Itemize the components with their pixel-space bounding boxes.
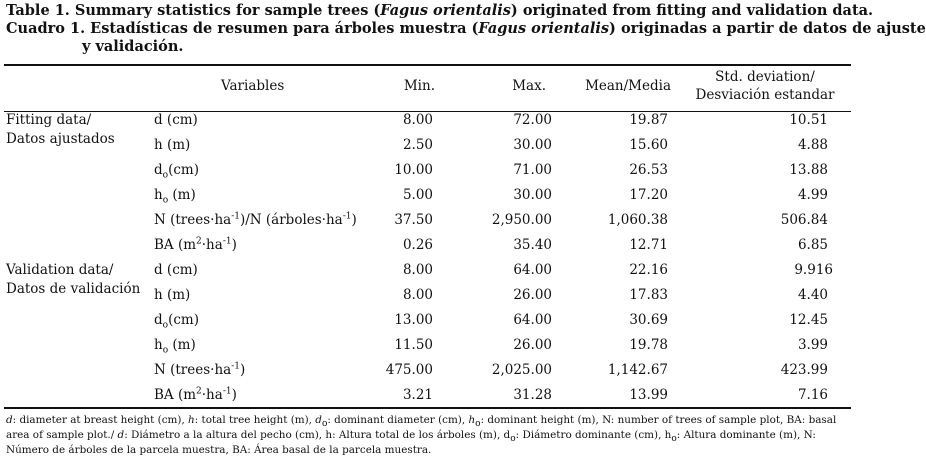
cell-mean: 13.99 [629,387,668,403]
cell-variable [154,186,196,204]
variable-subscript: o [162,170,169,181]
footnote-text: : Diámetro a la altura del pecho (cm), h: Altura total de los árboles (m), d [124,429,511,441]
caption-spanish-suffix: ) originadas a partir de datos de ajuste [609,20,926,37]
group-label-validation-es: Datos de validación [6,281,141,297]
variable-text: N (trees·ha [154,212,232,228]
cell-std-deviation: 6.85 [797,237,828,253]
variable-superscript: -1 [231,361,240,372]
table-row [0,233,855,258]
cell-variable [154,361,245,379]
footnote-subscript: o [321,419,328,430]
cell-mean: 19.78 [629,337,668,353]
cell-mean: 19.87 [629,112,668,128]
cell-variable [154,386,237,404]
cell-variable [154,161,199,179]
variable-subscript: o [162,320,169,331]
footnote-subscript: o [475,419,481,430]
cell-min: 5.00 [402,187,433,203]
variable-superscript: 2 [196,236,202,247]
table-row [0,183,855,208]
table-row [0,308,855,333]
footnote-text: : Diámetro dominante (cm), h [515,429,672,441]
cell-mean: 26.53 [629,162,668,178]
table-caption [6,2,926,56]
cell-std-deviation: 12.45 [789,312,828,328]
cell-min: 37.50 [394,212,433,228]
footnote-text: : diameter at breast height (cm), [12,414,189,426]
variable-unit: (m) [168,187,196,203]
cell-std-deviation: 13.88 [789,162,828,178]
variable-text: ) [231,237,237,253]
table-row [0,158,855,183]
cell-variable [154,336,196,354]
footnote-text: : dominant height (m), N: number of trees of sample plot, BA: basal area of sample plot./ [6,414,837,441]
cell-std-deviation: 423.99 [780,362,828,378]
cell-variable [154,311,199,329]
caption-english-suffix: ) originated from fitting and validation data. [510,2,874,19]
cell-mean: 15.60 [629,137,668,153]
variable-text: BA (m [154,237,197,253]
variable-superscript: -1 [342,211,352,222]
caption-spanish-prefix: Cuadro 1. Estadísticas de resumen para árboles muestra ( [6,20,479,37]
footnote-text: : dominant diameter (cm), [327,414,469,426]
cell-variable [154,236,237,254]
table-row [0,208,855,233]
variable-symbol: h [154,337,163,353]
cell-max: 35.40 [513,237,552,253]
cell-max: 64.00 [513,262,552,278]
cell-variable: d (cm) [154,262,198,278]
cell-max: 72.00 [513,112,552,128]
caption-spanish-species: Fagus orientalis [478,20,610,37]
cell-max: 30.00 [513,137,552,153]
cell-max: 2,025.00 [491,362,552,378]
header-min: Min. [403,78,435,94]
variable-superscript: -1 [231,211,240,222]
cell-variable: d (cm) [154,112,198,128]
footnote-symbol: d [117,429,125,441]
cell-max: 71.00 [513,162,552,178]
cell-variable: h (m) [154,137,191,153]
cell-std-deviation: 4.40 [797,287,828,303]
cell-std-deviation: 9.916 [794,262,833,278]
footnote-symbol: h [188,414,195,426]
cell-std-deviation: 10.51 [789,112,828,128]
table-row [0,333,855,358]
cell-max: 31.28 [513,387,552,403]
variable-text: ) [231,387,237,403]
header-std-deviation-es: Desviación estandar [695,87,835,103]
table-row [0,383,855,408]
group-label-fitting-en: Fitting data/ [6,112,92,128]
cell-min: 8.00 [402,112,433,128]
variable-text: BA (m [154,387,197,403]
variable-superscript: -1 [222,236,232,247]
cell-min: 8.00 [402,262,433,278]
variable-text: ) [351,212,357,228]
cell-min: 10.00 [394,162,433,178]
header-std-deviation [690,68,840,104]
cell-mean: 1,142.67 [607,362,668,378]
table-row [0,133,855,158]
cell-mean: 30.69 [629,312,668,328]
variable-subscript: o [162,195,169,206]
caption-spanish-continuation: y validación. [82,38,184,55]
table-row [0,358,855,383]
header-mean: Mean/Media [585,78,671,94]
footnote-symbol: d [315,414,322,426]
variable-superscript: -1 [222,386,232,397]
variable-text: ·ha [201,237,223,253]
variable-unit: (m) [168,337,196,353]
cell-min: 11.50 [394,337,433,353]
cell-max: 64.00 [513,312,552,328]
variable-symbol: h [154,187,163,203]
cell-min: 8.00 [402,287,433,303]
cell-min: 2.50 [402,137,433,153]
table-row [0,108,855,133]
cell-mean: 1,060.38 [607,212,668,228]
cell-max: 26.00 [513,337,552,353]
variable-symbol: d [154,162,163,178]
footnote-text: : Altura dominante (m), N: Número de árboles de la parcela muestra, BA: Área basal de la parcela muestra. [6,429,816,456]
cell-std-deviation: 506.84 [780,212,828,228]
variable-text: N (trees·ha [154,362,232,378]
variable-text: ·ha [201,387,223,403]
header-variables: Variables [221,78,285,94]
variable-text: ) [239,362,246,378]
cell-max: 26.00 [513,287,552,303]
cell-mean: 17.20 [629,187,668,203]
group-label-validation-en: Validation data/ [6,262,114,278]
cell-mean: 12.71 [629,237,668,253]
variable-unit: (cm) [168,312,199,328]
header-std-deviation-en: Std. deviation/ [715,69,815,85]
table-footnote [6,413,849,458]
cell-min: 0.26 [402,237,433,253]
variable-unit: (cm) [168,162,199,178]
cell-std-deviation: 4.88 [797,137,828,153]
cell-std-deviation: 3.99 [797,337,828,353]
cell-mean: 17.83 [629,287,668,303]
table-row [0,258,855,283]
footnote-subscript: o [671,434,677,445]
footnote-text: : total tree height (m), [194,414,316,426]
group-label-fitting-es: Datos ajustados [6,131,115,147]
variable-symbol: d [154,312,163,328]
cell-min: 475.00 [385,362,433,378]
cell-max: 30.00 [513,187,552,203]
table-top-rule [4,64,851,66]
cell-min: 3.21 [402,387,433,403]
footnote-symbol: h [468,414,476,426]
header-max: Max. [512,78,546,94]
footnote-subscript: o [510,434,516,445]
cell-std-deviation: 4.99 [797,187,828,203]
variable-superscript: 2 [196,386,202,397]
footnote-symbol: d [6,414,13,426]
cell-max: 2,950.00 [491,212,552,228]
cell-mean: 22.16 [629,262,668,278]
cell-variable: h (m) [154,287,191,303]
caption-english [6,2,874,20]
table-row [0,283,855,308]
variable-text: )/N (árboles·ha [239,212,343,228]
cell-std-deviation: 7.16 [797,387,828,403]
cell-variable [154,211,357,229]
cell-min: 13.00 [394,312,433,328]
caption-spanish [6,20,926,38]
caption-english-prefix: Table 1. Summary statistics for sample trees ( [6,2,381,19]
variable-subscript: o [162,345,169,356]
caption-english-species: Fagus orientalis [380,2,511,19]
